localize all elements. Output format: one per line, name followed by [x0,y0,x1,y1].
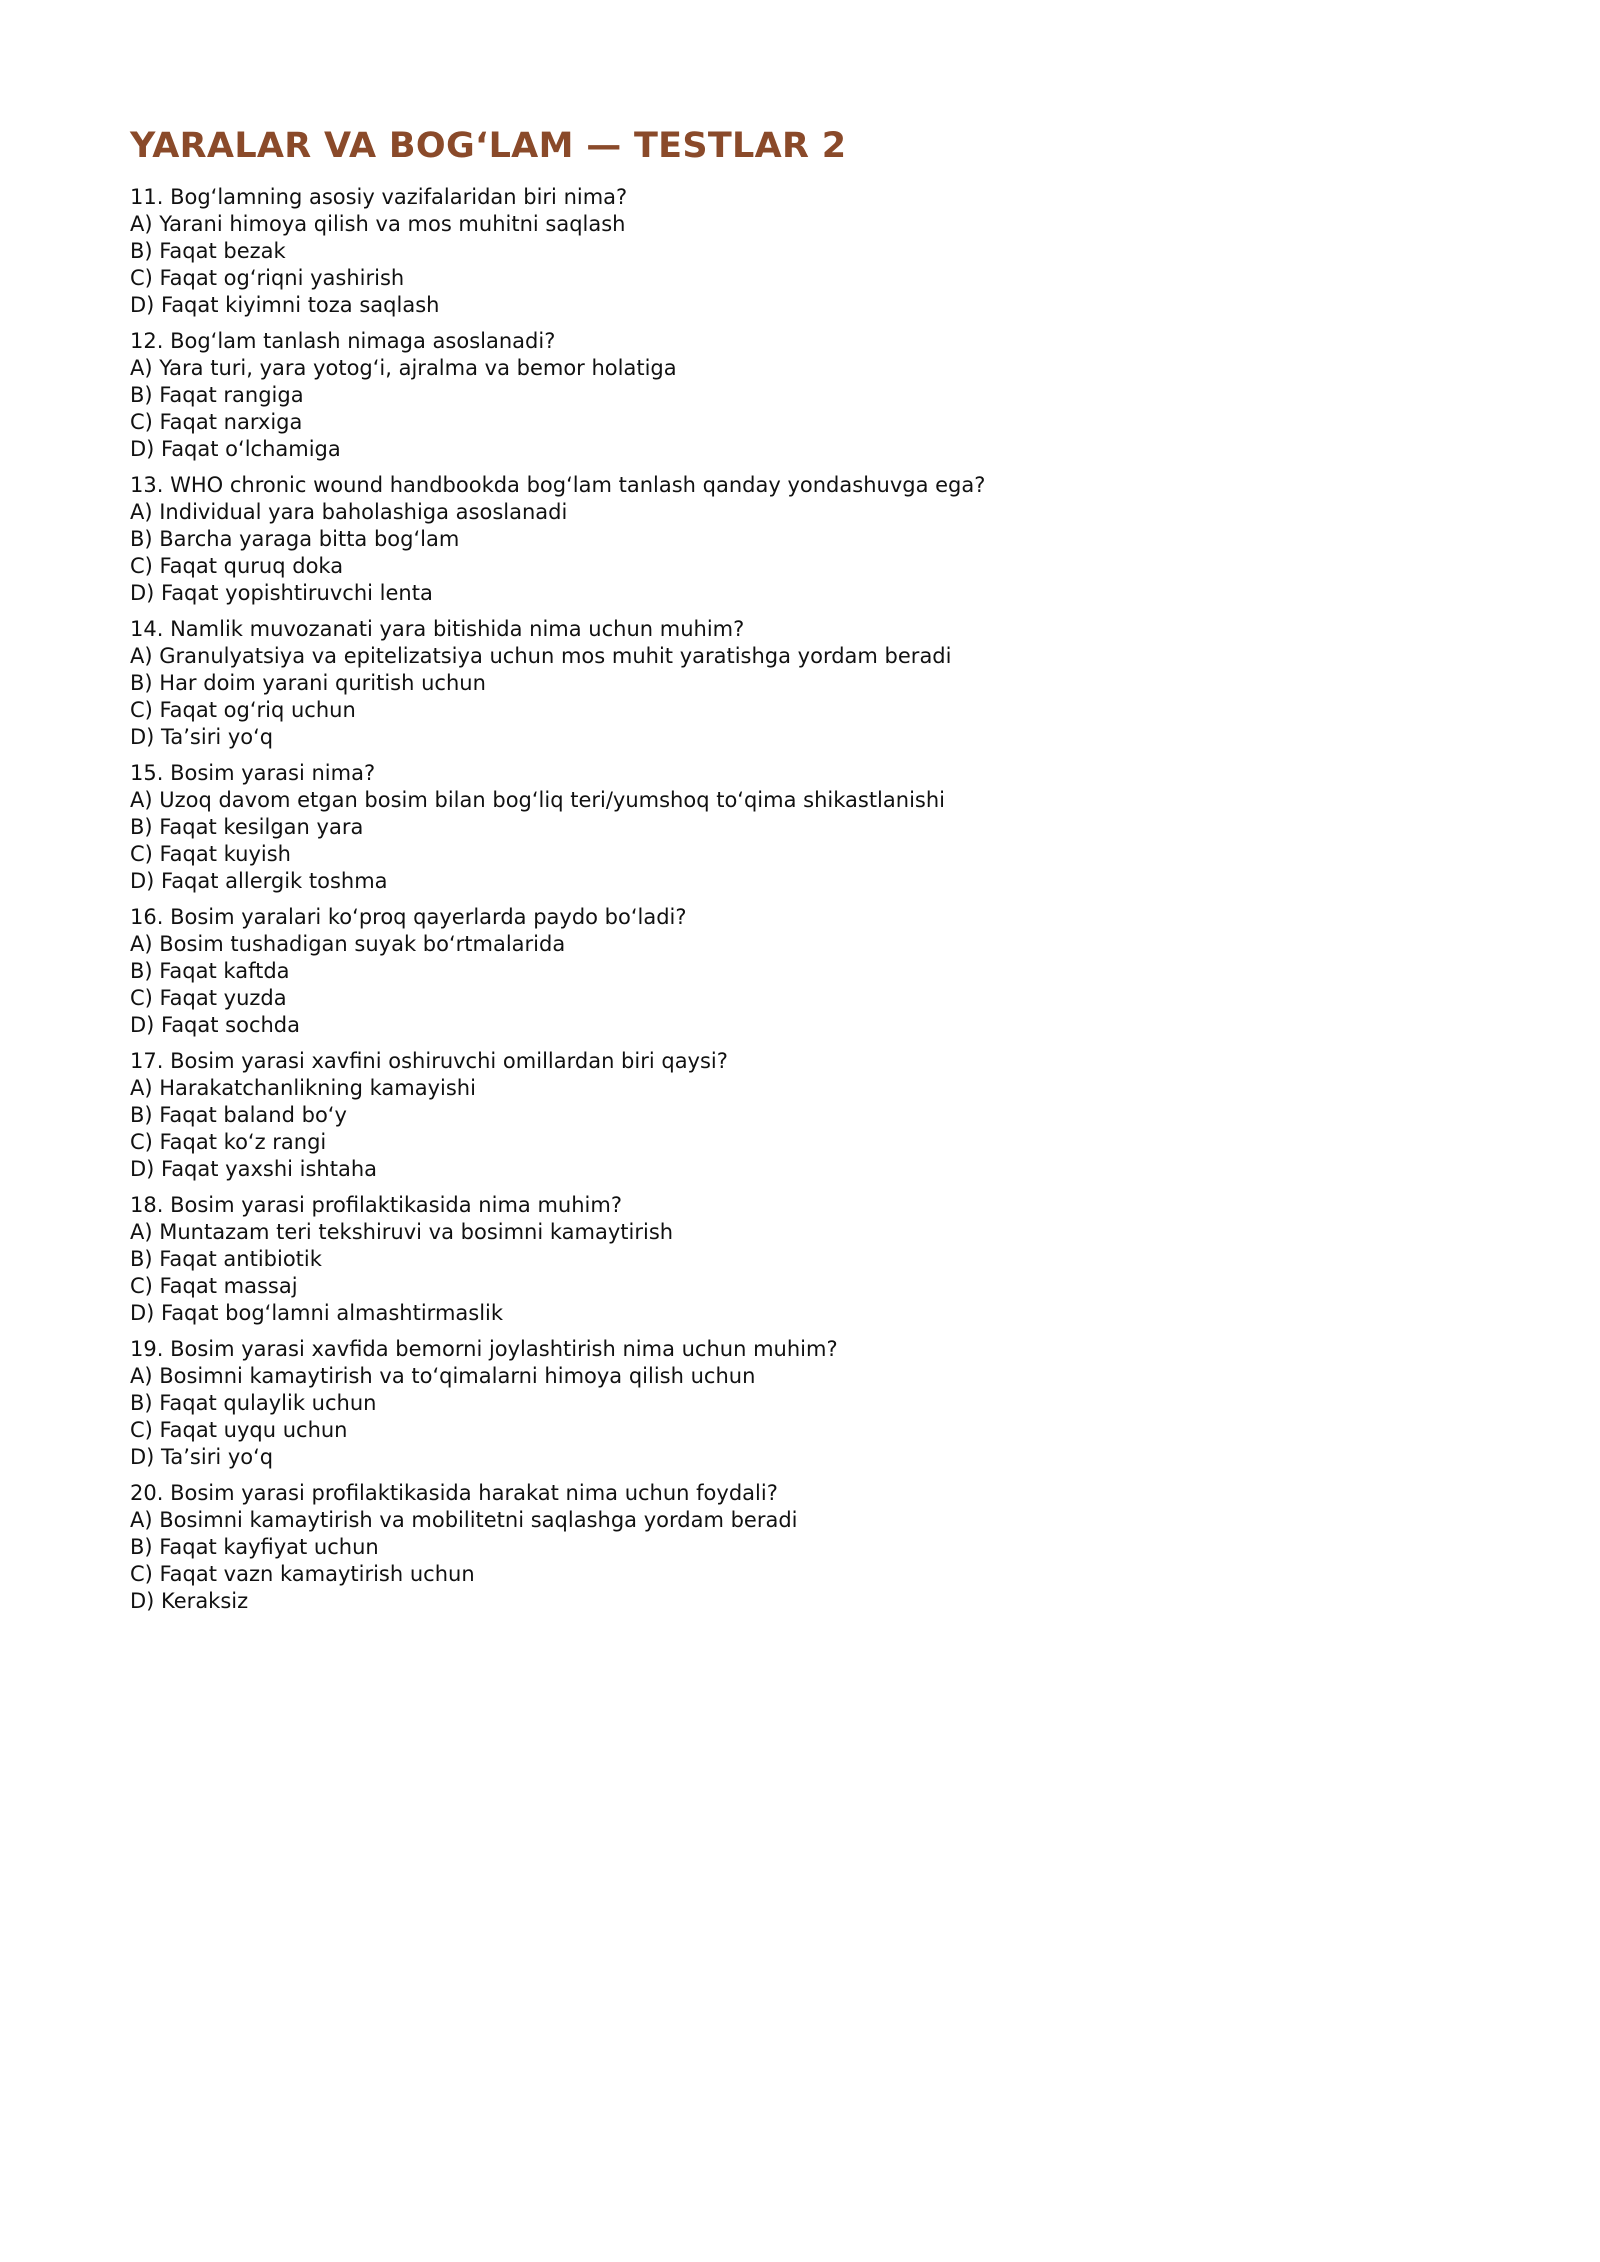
question-text: 12. Bog‘lam tanlash nimaga asoslanadi? [130,329,556,353]
page-title: YARALAR VA BOG‘LAM — TESTLAR 2 [130,126,847,166]
answer-option: B) Faqat antibiotik [130,1247,322,1271]
answer-option: D) Faqat yopishtiruvchi lenta [130,581,433,605]
question-text: 16. Bosim yaralari ko‘proq qayerlarda paydo bo‘ladi? [130,905,687,929]
answer-option: C) Faqat yuzda [130,986,287,1010]
answer-option: B) Faqat kayfiyat uchun [130,1535,379,1559]
answer-option: C) Faqat og‘riq uchun [130,698,356,722]
answer-option: C) Faqat kuyish [130,842,291,866]
answer-option: C) Faqat narxiga [130,410,303,434]
answer-option: C) Faqat vazn kamaytirish uchun [130,1562,475,1586]
question-block [130,472,1490,607]
answer-option: C) Faqat og‘riqni yashirish [130,266,405,290]
answer-option: A) Bosimni kamaytirish va to‘qimalarni himoya qilish uchun [130,1364,756,1388]
answer-option: A) Granulyatsiya va epitelizatsiya uchun mos muhit yaratishga yordam beradi [130,644,952,668]
answer-option: A) Bosimni kamaytirish va mobilitetni saqlashga yordam beradi [130,1508,798,1532]
answer-option: A) Individual yara baholashiga asoslanadi [130,500,568,524]
question-list [130,184,1490,1615]
answer-option: C) Faqat ko‘z rangi [130,1130,327,1154]
answer-option: D) Faqat yaxshi ishtaha [130,1157,378,1181]
answer-option: A) Muntazam teri tekshiruvi va bosimni kamaytirish [130,1220,674,1244]
question-text: 11. Bog‘lamning asosiy vazifalaridan biri nima? [130,185,628,209]
answer-option: D) Faqat o‘lchamiga [130,437,341,461]
answer-option: D) Ta’siri yo‘q [130,1445,274,1469]
answer-option: A) Harakatchanlikning kamayishi [130,1076,476,1100]
question-text: 13. WHO chronic wound handbookda bog‘lam tanlash qanday yondashuvga ega? [130,473,986,497]
answer-option: D) Faqat bog‘lamni almashtirmaslik [130,1301,504,1325]
question-text: 15. Bosim yarasi nima? [130,761,376,785]
answer-option: D) Ta’siri yo‘q [130,725,274,749]
answer-option: B) Faqat kaftda [130,959,290,983]
answer-option: B) Faqat rangiga [130,383,304,407]
question-block [130,616,1490,751]
answer-option: D) Keraksiz [130,1589,249,1613]
question-block [130,904,1490,1039]
question-block [130,1336,1490,1471]
question-text: 20. Bosim yarasi profilaktikasida harakat nima uchun foydali? [130,1481,778,1505]
answer-option: B) Faqat kesilgan yara [130,815,364,839]
answer-option: C) Faqat uyqu uchun [130,1418,348,1442]
question-block [130,1048,1490,1183]
answer-option: D) Faqat sochda [130,1013,301,1037]
answer-option: A) Yarani himoya qilish va mos muhitni saqlash [130,212,626,236]
question-text: 14. Namlik muvozanati yara bitishida nima uchun muhim? [130,617,745,641]
answer-option: D) Faqat kiyimni toza saqlash [130,293,440,317]
answer-option: A) Yara turi, yara yotog‘i, ajralma va bemor holatiga [130,356,677,380]
answer-option: A) Uzoq davom etgan bosim bilan bog‘liq teri/yumshoq to‘qima shikastlanishi [130,788,945,812]
answer-option: B) Barcha yaraga bitta bog‘lam [130,527,460,551]
document-page [130,118,1490,1624]
answer-option: C) Faqat quruq doka [130,554,344,578]
answer-option: B) Faqat baland bo‘y [130,1103,347,1127]
question-text: 18. Bosim yarasi profilaktikasida nima muhim? [130,1193,622,1217]
answer-option: B) Faqat bezak [130,239,286,263]
question-block [130,184,1490,319]
question-block [130,760,1490,895]
answer-option: B) Faqat qulaylik uchun [130,1391,377,1415]
question-block [130,1480,1490,1615]
question-block [130,328,1490,463]
answer-option: D) Faqat allergik toshma [130,869,388,893]
question-text: 17. Bosim yarasi xavfini oshiruvchi omillardan biri qaysi? [130,1049,728,1073]
answer-option: C) Faqat massaj [130,1274,298,1298]
answer-option: A) Bosim tushadigan suyak bo‘rtmalarida [130,932,566,956]
question-block [130,1192,1490,1327]
answer-option: B) Har doim yarani quritish uchun [130,671,486,695]
question-text: 19. Bosim yarasi xavfida bemorni joylashtirish nima uchun muhim? [130,1337,838,1361]
